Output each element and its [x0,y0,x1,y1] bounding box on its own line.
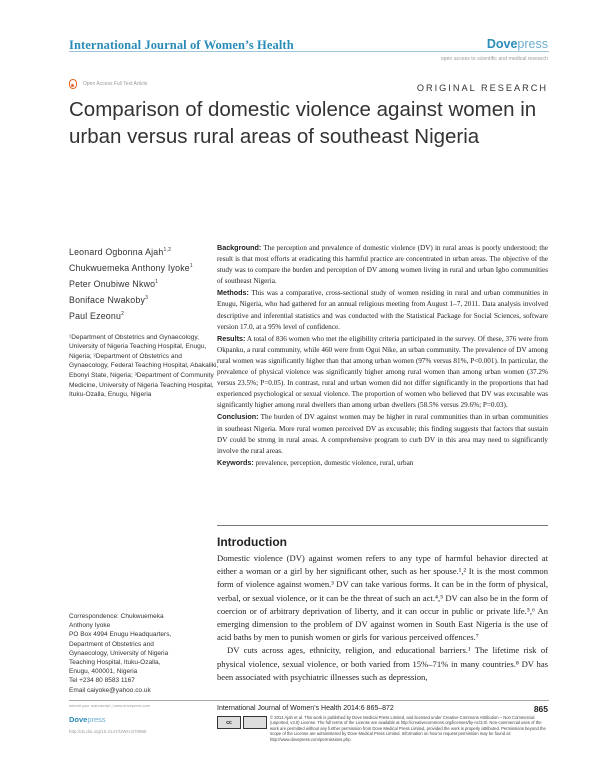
abstract-conclusion [217,411,548,456]
article-title: Comparison of domestic violence against women in urban versus rural areas of southeast Nigeria [69,98,537,148]
correspondence-email[interactable]: Email caiyoke@yahoo.co.uk [69,686,151,694]
abstract-rule [217,525,548,526]
author-block [69,243,219,400]
publisher-logo-light: press [517,37,548,51]
abstract-label: Background: [217,243,262,252]
author-1 [69,243,219,259]
author-2 [69,259,219,275]
publisher-logo [487,37,548,51]
affiliations: ¹Department of Obstetrics and Gynaecology, University of Nigeria Teaching Hospital, Enugu, Nigeria; ²Department of Obstetrics and Gynaecology, Federal Teaching Hospital, Abakaliki, Ebonyi State, Nigeria; ³Department of Community Medicine, University of Nigeria Teaching Hospital, Ituku-Ozalla, Enugu, Nigeria [69,333,219,399]
footer-logo-light: press [87,715,106,724]
introduction-heading: Introduction [217,535,287,549]
correspondence-line: Department of Obstetrics and [69,640,154,648]
abstract-methods [217,287,548,332]
introduction-paragraph: DV cuts across ages, ethnicity, religion, and educational barriers.¹ The lifetime risk of physical violence, sexual violence, or both varied from 15%–71% in many countries.⁸ DV has been associated with psychiatric illnesses such as depression, [217,645,548,682]
journal-name: International Journal of Women’s Health [69,38,294,52]
footer-rule [69,700,549,701]
author-affiliation-marker: 3 [145,294,149,301]
abstract-label: Results: [217,333,246,343]
by-nc-icon [243,716,267,729]
author-affiliation-marker: 1 [189,262,193,269]
license-text: © 2014 Ajah et al. This work is published by Dove Medical Press Limited, and licensed under Creative Commons Attribution – Non Commercial (unported, v3.0) License. The full terms of the License are available at http://creativecommons.org/licenses/by-nc/3.0/. Non-commercial uses of the work are permitted without any further permission from Dove Medical Press Limited, provided the work is properly attributed. Permissions beyond the scope of the License are administered by Dove Medical Press Limited. Information on how to request permission may be found at: http://www.dovepress.com/permissions.php [270,715,546,742]
page-number: 865 [533,704,548,714]
correspondence-line: Gynaecology, University of Nigeria [69,649,169,657]
abstract [217,242,548,469]
author-affiliation-marker: 2 [121,310,125,317]
abstract-text: This was a comparative, cross-sectional study of women residing in rural and urban communities in Enugu, Nigeria, who had gathered for an annual religious meeting from August 1–7, 2011. Data analysis involved descriptive and inferential statistics and was conducted with the Statistical Package for Social Sciences, software version 17.0, at a 95% level of confidence. [217,289,548,331]
author-name: Leonard Ogbonna Ajah [69,246,164,257]
author-name: Peter Onubiwe Nkwo [69,278,156,289]
open-access-row [69,79,147,89]
correspondence-line: Correspondence: Chukwuemeka [69,613,164,620]
author-5 [69,307,219,323]
abstract-keywords [217,457,548,469]
correspondence-line: Enugu, 400001, Nigeria [69,668,138,676]
correspondence-line: Tel +234 80 8583 1167 [69,677,135,685]
article-type: ORIGINAL RESEARCH [416,83,548,93]
footer-citation: International Journal of Women’s Health 2014:6 865–872 [217,705,394,712]
footer-submit-line[interactable]: submit your manuscript | www.dovepress.com [69,703,151,708]
author-name: Boniface Nwakoby [69,294,146,305]
author-name: Paul Ezeonu [69,310,122,321]
abstract-text: The burden of DV against women may be higher in rural communities than in urban communities in southeast Nigeria. More rural women perceived DV as excusable; this finding suggests that factors that sustain DV could be strong in rural areas. A comprehensive program to curb DV in this area may need to significantly involve the rural areas. [217,413,548,455]
correspondence-line: Teaching Hospital, Ituku-Ozalla, [69,659,161,667]
footer-logo-bold: Dove [69,715,88,724]
abstract-background [217,242,548,287]
abstract-label: Methods: [217,288,249,298]
abstract-text: prevalence, perception, domestic violence, rural, urban [253,458,414,467]
publisher-logo-bold: Dove [486,37,518,51]
correspondence-line: Anthony Iyoke [69,622,111,630]
correspondence-line: PO Box 4994 Enugu Headquarters, [69,631,172,639]
introduction-body [217,552,548,684]
open-access-lock-icon [69,79,77,89]
header-rule [69,51,549,52]
author-4 [69,291,219,307]
creative-commons-icon: cc [217,716,241,729]
correspondence [69,612,219,695]
introduction-paragraph: Domestic violence (DV) against women refers to any type of harmful behavior directed at either a woman or a girl by her significant other, such as her spouse.¹,² It is the most common form of violence against women.³ DV can take various forms. It can be in the form of physical, verbal, or sexual violence, or it can be the threat of such an act.⁴,⁵ DV can also be in the form of coercion or of arbitrary deprivation of liberty, and it can occur in public or private life.⁵,⁶ An emerging dimension to the problem of DV against women in South East Nigeria is the use of acid baths by men to punish women or girls for various perceived offences.⁷ [217,553,548,643]
footer-doi[interactable]: http://dx.doi.org/10.2147/IJWH.S70956 [69,729,147,734]
abstract-label: Conclusion: [217,412,259,422]
abstract-text: A total of 836 women who met the eligibility criteria participated in the survey. Of these, 376 were from Okpanku, a rural community, while 460 were from Ogui Nike, an urban community. The prevalence of DV among rural women was significantly higher than that among urban women (97% versus 81%, P<0.001). In particular, the prevalence of physical violence was significantly higher among rural women than among urban women (37.2% versus 23.5%; P=0.05). In contrast, rural and urban women did not differ significantly in the proportions that had experienced psychological or sexual violence. The proportion of women who believed that DV was excusable was significantly higher among rural dwellers than among urban dwellers (58.5% versus 29.6%; P=0.03). [217,334,548,410]
publisher-tagline: open access to scientific and medical research [440,56,548,62]
abstract-text: The perception and prevalence of domestic violence (DV) in rural areas is poorly understood; the result is that most efforts at eradicating this harmful practice are concentrated in urban areas. The objective of the study was to compare the burden and perception of DV among women living in rural and urban Igbo communities of southeast Nigeria. [217,244,548,286]
author-3 [69,275,219,291]
footer-publisher-logo [69,715,106,724]
author-affiliation-marker: 1 [155,278,159,285]
abstract-results [217,333,548,412]
abstract-label: Keywords: [217,457,254,467]
open-access-label: Open Access Full Text Article [83,81,148,87]
author-affiliation-marker: 1,2 [163,247,172,253]
author-name: Chukwuemeka Anthony Iyoke [69,262,190,273]
